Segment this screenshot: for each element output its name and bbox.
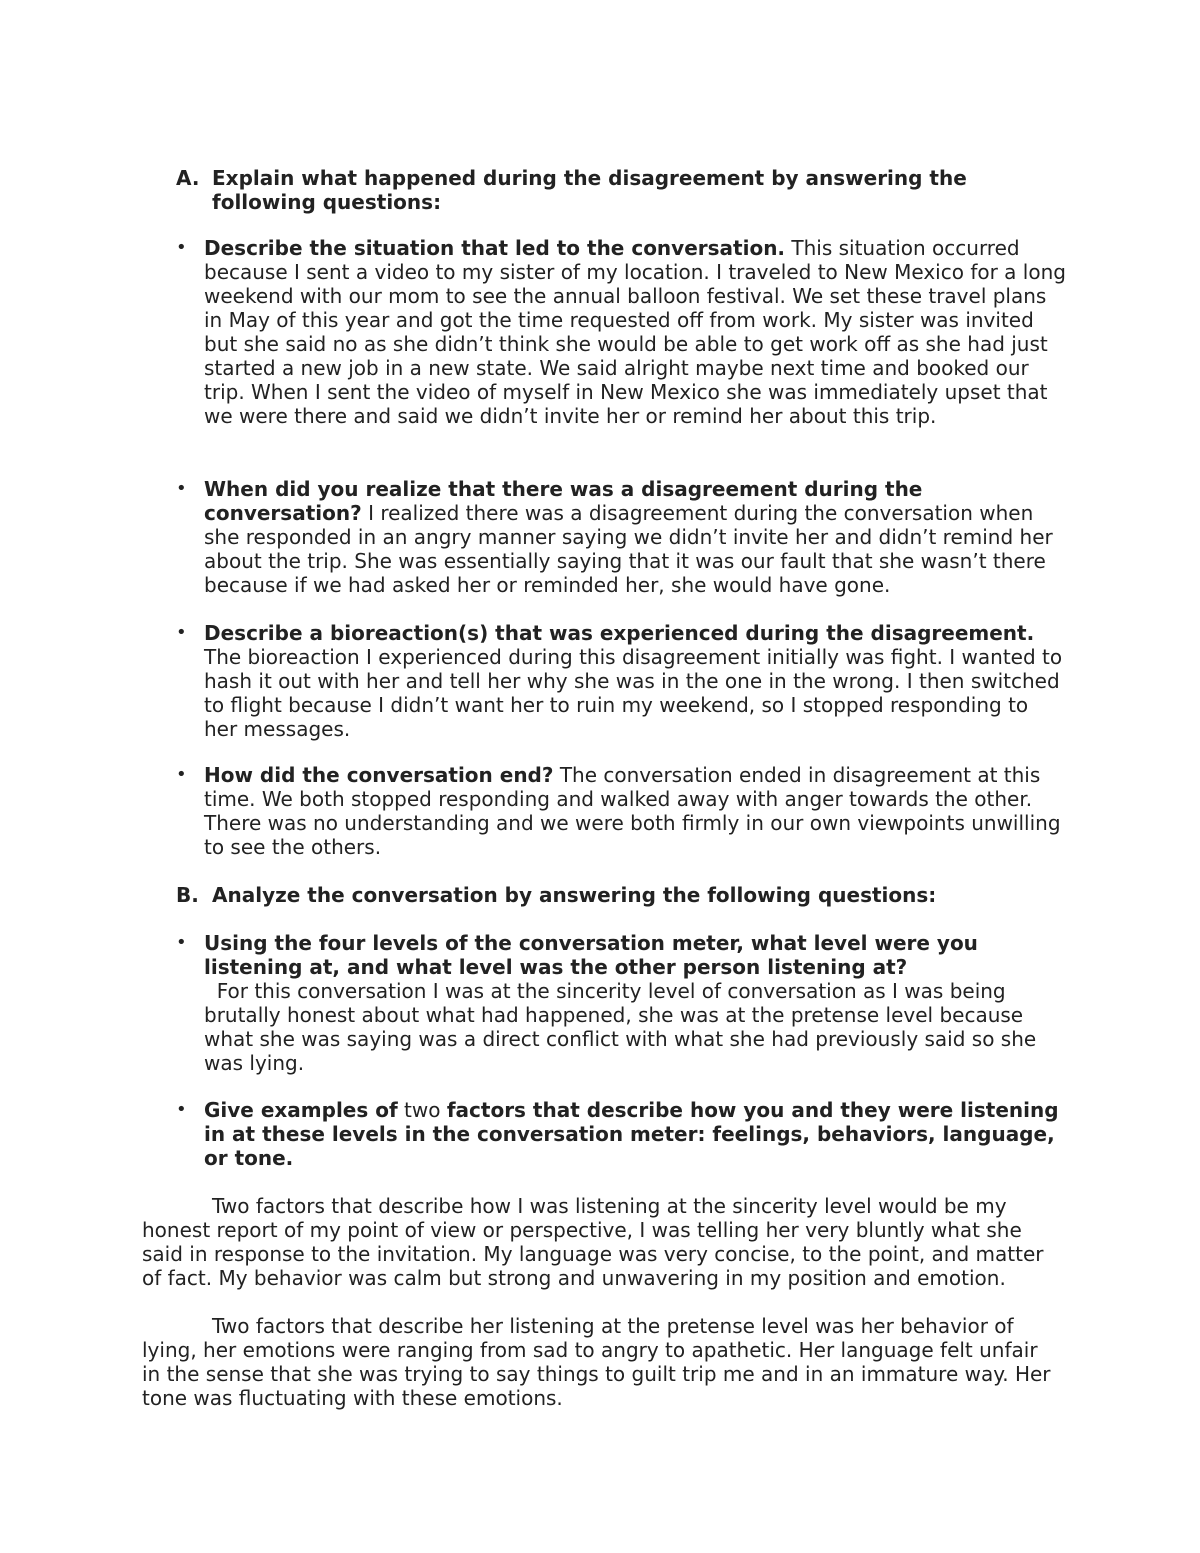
answer-text: This situation occurred because I sent a video to my sister of my location. I traveled to New Mexico for a long weekend with our mom to see the annual balloon festival. We set these travel plans in May of this year and got the time requested off from work. My sister was invited but she said no as she didn’t think she would be able to get work off as she had just started a new job in a new state. We said alright maybe next time and booked our trip. When I sent the video of myself in New Mexico she was immediately upset that we were there and said we didn’t invite her or remind her about this trip. xyxy=(204,236,1066,428)
bullet-icon: • xyxy=(176,764,187,785)
answer-text: I realized there was a disagreement during the conversation when she responded in an angry manner saying we didn’t invite her and didn’t remind her about the trip. She was essentially saying that it was our fault that she wasn’t there because if we had asked her or reminded her, she would have gone. xyxy=(204,501,1053,597)
question-text: Using the four levels of the conversation meter, what level were you listening at, and what level was the other person listening at? xyxy=(204,931,978,979)
list-item xyxy=(176,763,1066,859)
list-item xyxy=(176,621,1066,741)
question-text: Give examples of xyxy=(204,1098,398,1122)
question-text: How did the conversation end? xyxy=(204,763,554,787)
list-item xyxy=(176,931,1066,1075)
section-a-letter: A. xyxy=(176,166,200,190)
question-text: When did you realize that there was a disagreement during the conversation? xyxy=(204,477,923,525)
bullet-icon: • xyxy=(176,478,187,499)
question-text: Describe a bioreaction(s) that was experienced during the disagreement. xyxy=(204,621,1035,645)
bullet-icon: • xyxy=(176,237,187,258)
answer-text: The conversation ended in disagreement at this time. We both stopped responding and walked away with anger towards the other. There was no understanding and we were both firmly in our own viewpoints unwilling to see the others. xyxy=(204,763,1061,859)
question-text: factors that describe how you and they were listening in at these levels in the conversation meter: feelings, behaviors, language, or tone. xyxy=(204,1098,1059,1170)
bullet-icon: • xyxy=(176,932,187,953)
list-item-body xyxy=(204,1098,1066,1170)
body-paragraph xyxy=(142,1194,1062,1290)
section-a-heading xyxy=(176,166,1056,214)
bullet-icon: • xyxy=(176,622,187,643)
list-item xyxy=(176,1098,1066,1170)
answer-text: For this conversation I was at the sincerity level of conversation as I was being brutally honest about what had happened, she was at the pretense level because what she was saying was a direct conflict with what she had previously said so she was lying. xyxy=(204,979,1037,1075)
section-a-heading-text: Explain what happened during the disagreement by answering the following questions: xyxy=(212,166,967,214)
paragraph-text: Two factors that describe how I was listening at the sincerity level would be my honest report of my point of view or perspective, I was telling her very bluntly what she said in response to the invitation. My language was very concise, to the point, and matter of fact. My behavior was calm but strong and unwavering in my position and emotion. xyxy=(142,1194,1044,1290)
list-item-body xyxy=(204,931,1066,1075)
question-text: two xyxy=(404,1098,441,1122)
section-b-heading-text: Analyze the conversation by answering the following questions: xyxy=(212,883,937,907)
list-item-body xyxy=(204,763,1066,859)
question-text: Describe the situation that led to the conversation. xyxy=(204,236,786,260)
answer-text: The bioreaction I experienced during this disagreement initially was fight. I wanted to hash it out with her and tell her why she was in the one in the wrong. I then switched to flight because I didn’t want her to ruin my weekend, so I stopped responding to her messages. xyxy=(204,645,1063,741)
body-paragraph xyxy=(142,1314,1062,1410)
bullet-icon: • xyxy=(176,1099,187,1120)
section-b-heading xyxy=(176,883,1056,907)
list-item xyxy=(176,236,1066,428)
list-item-body xyxy=(204,621,1066,741)
list-item xyxy=(176,477,1066,597)
section-b-letter: B. xyxy=(176,883,199,907)
list-item-body xyxy=(204,477,1066,597)
list-item-body xyxy=(204,236,1066,428)
paragraph-text: Two factors that describe her listening at the pretense level was her behavior of lying, her emotions were ranging from sad to angry to apathetic. Her language felt unfair in the sense that she was trying to say things to guilt trip me and in an immature way. Her tone was fluctuating with these emotions. xyxy=(142,1314,1051,1410)
